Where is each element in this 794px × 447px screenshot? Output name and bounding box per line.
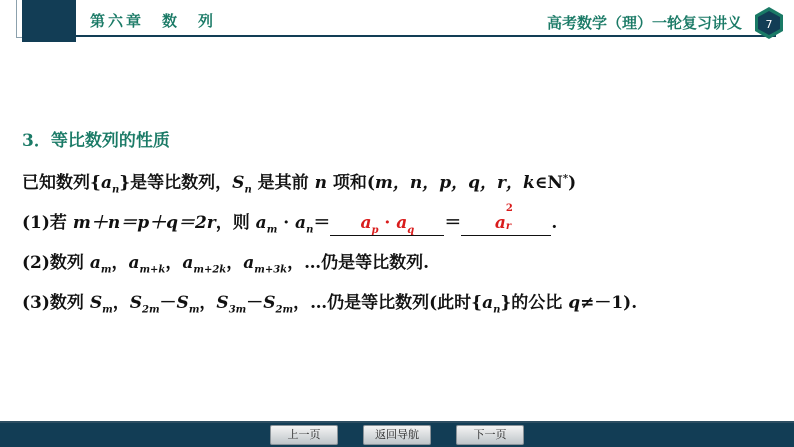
section-heading: 3．等比数列的性质: [22, 131, 170, 151]
answer-blank-2: a 2 r: [461, 213, 551, 236]
next-page-button[interactable]: 下一页: [456, 425, 524, 445]
property-3-line: (3)数列 $S_m$，$S_{2m}-S_m$，$S_{3m}-S_{2m}$，…仍是等比数列(此时$\{a_n\}$的公比 q≠－1).: [22, 293, 638, 316]
property-1-line: (1)若 m＋n＝p＋q＝2r，则 $a_m \cdot a_n= a_p \cdot a_q = a$ 2 r .: [22, 203, 558, 236]
page-number: 7: [765, 18, 773, 31]
course-title: 高考数学（理）一轮复习讲义: [546, 14, 742, 32]
property-2-line: (2)数列 $a_m$，$a_{m+k}$，$a_{m+2k}$，$a_{m+3k}$，…仍是等比数列.: [22, 253, 430, 276]
back-to-navigation-button[interactable]: 返回导航: [363, 425, 431, 445]
header-decor-square: [22, 0, 76, 42]
page-number-badge: [752, 6, 786, 40]
chapter-title: 第六章 数 列: [90, 12, 217, 30]
prev-page-button[interactable]: 上一页: [270, 425, 338, 445]
answer-blank-1: $a_p \cdot a_q$: [330, 213, 444, 236]
header-rule: [76, 35, 776, 37]
statement-line: 已知数列$\{a_n\}$是等比数列，$S_n$ 是其前 n 项和(m，n，p，q，r，k∈N*): [22, 173, 577, 196]
